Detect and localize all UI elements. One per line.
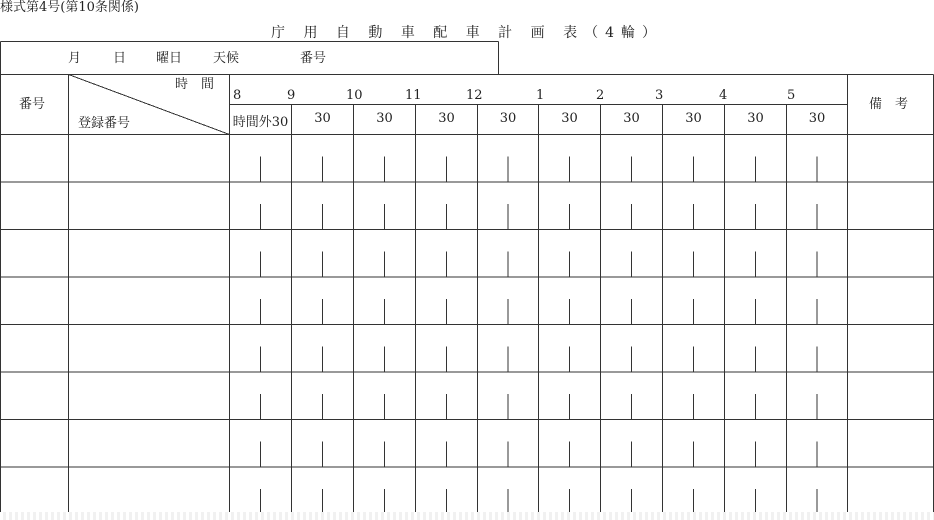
hour-label: 1 xyxy=(536,88,545,103)
torn-edge xyxy=(0,512,934,520)
half-hour-label: 30 xyxy=(499,111,517,126)
column-header-remarks: 備 考 xyxy=(869,97,909,112)
half-hour-label: 30 xyxy=(685,111,702,126)
form-label: 様式第4号(第10条関係) xyxy=(0,0,139,15)
column-header-registration: 登録番号 xyxy=(78,116,131,131)
hour-label: 2 xyxy=(596,88,605,103)
info-weekday-label: 曜日 xyxy=(156,51,183,66)
info-weather-label: 天候 xyxy=(213,51,240,66)
hour-label: 10 xyxy=(346,88,363,103)
half-hour-label: 30 xyxy=(623,111,640,126)
column-header-time: 時 間 xyxy=(175,77,215,92)
hour-label: 3 xyxy=(655,88,664,103)
half-hour-label: 30 xyxy=(808,111,826,126)
half-hour-label: 30 xyxy=(376,111,393,126)
hour-label: 12 xyxy=(466,88,483,103)
column-header-number: 番号 xyxy=(19,97,46,112)
page-title: 庁 用 自 動 車 配 車 計 画 表（4輪） xyxy=(271,25,663,41)
info-number-label: 番号 xyxy=(300,51,327,66)
half-hour-label: 30 xyxy=(438,111,455,126)
half-hour-label: 30 xyxy=(314,111,331,126)
hour-label: 4 xyxy=(719,88,728,103)
hour-label: 8 xyxy=(233,88,242,103)
info-month-label: 月 xyxy=(68,51,82,66)
half-hour-label: 30 xyxy=(561,111,578,126)
hour-label: 5 xyxy=(787,88,796,103)
hour-label: 9 xyxy=(287,88,296,103)
half-hour-label: 30 xyxy=(747,111,764,126)
overtime-30-label: 時間外30 xyxy=(232,115,289,130)
info-day-label: 日 xyxy=(113,51,127,66)
hour-label: 11 xyxy=(405,88,422,103)
